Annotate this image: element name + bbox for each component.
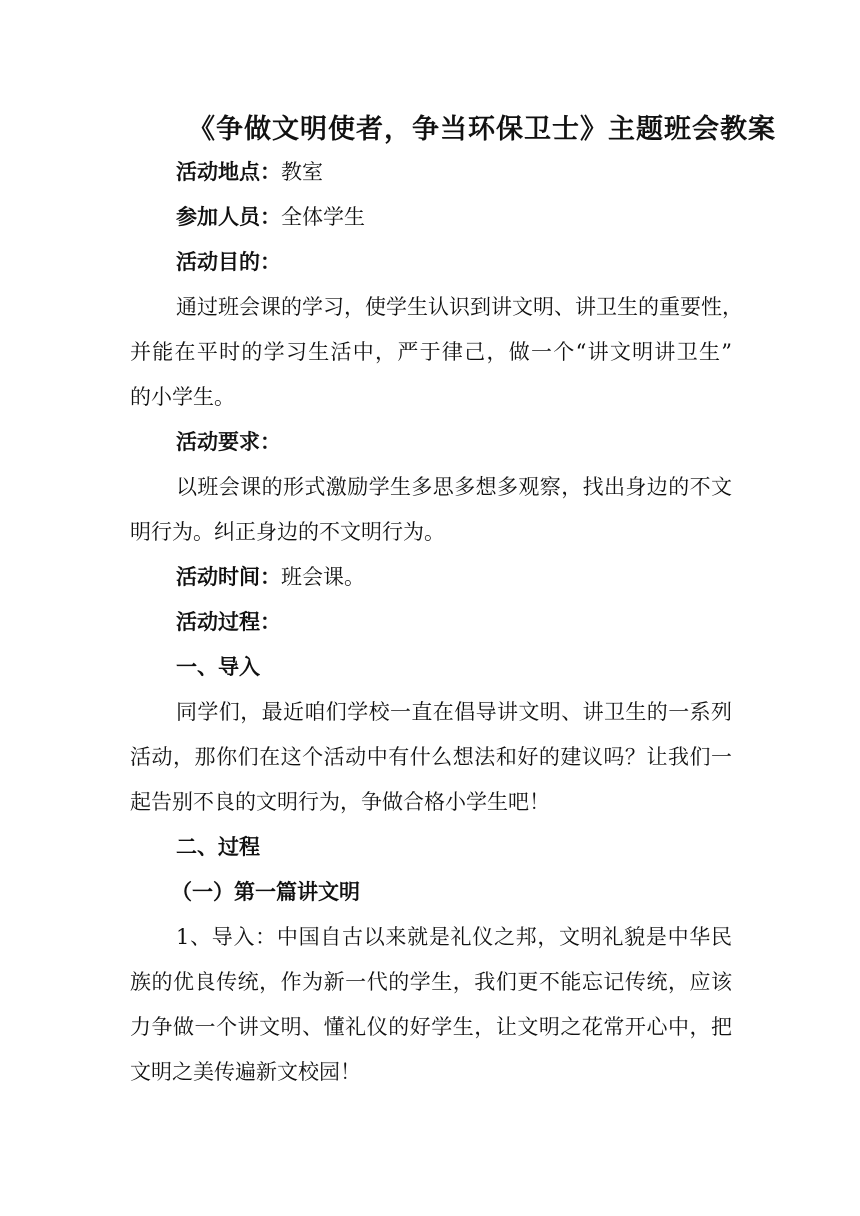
subsection-line: 族的优良传统，作为新一代的学生，我们更不能忘记传统，应该 <box>130 970 732 994</box>
document-title: 《争做文明使者，争当环保卫士》主题班会教案 <box>188 114 776 145</box>
subsection-line: 力争做一个讲文明、懂礼仪的好学生，让文明之花常开心中，把 <box>130 1015 732 1039</box>
purpose-line: 的小学生。 <box>130 385 235 409</box>
subsection-line: 1、导入：中国自古以来就是礼仪之邦，文明礼貌是中华民 <box>176 925 732 949</box>
venue-row <box>176 156 732 188</box>
venue-value: 教室 <box>281 160 323 184</box>
requirements-line: 明行为。纠正身边的不文明行为。 <box>130 520 445 544</box>
section-heading: 二、过程 <box>176 835 260 859</box>
subsection-heading: （一）第一篇讲文明 <box>171 880 360 904</box>
participants-value: 全体学生 <box>281 205 365 229</box>
subsection-line: 文明之美传遍新文校园！ <box>130 1060 361 1084</box>
section-heading: 一、导入 <box>176 655 260 679</box>
purpose-heading: 活动目的： <box>176 250 281 274</box>
purpose-line: 通过班会课的学习，使学生认识到讲文明、讲卫生的重要性， <box>176 295 743 319</box>
participants-label: 参加人员： <box>176 205 281 229</box>
time-value: 班会课。 <box>281 565 365 589</box>
section-line: 同学们，最近咱们学校一直在倡导讲文明、讲卫生的一系列 <box>176 700 732 724</box>
venue-label: 活动地点： <box>176 160 281 184</box>
requirements-heading: 活动要求： <box>176 430 281 454</box>
section-line: 起告别不良的文明行为，争做合格小学生吧！ <box>130 790 550 814</box>
time-label: 活动时间： <box>176 565 281 589</box>
time-row <box>176 561 732 593</box>
participants-row <box>176 201 732 233</box>
purpose-line: 并能在平时的学习生活中，严于律己，做一个“讲文明讲卫生” <box>130 340 732 364</box>
section-line: 活动，那你们在这个活动中有什么想法和好的建议吗？让我们一 <box>130 745 732 769</box>
requirements-line: 以班会课的形式激励学生多思多想多观察，找出身边的不文 <box>176 475 732 499</box>
process-heading: 活动过程： <box>176 610 281 634</box>
